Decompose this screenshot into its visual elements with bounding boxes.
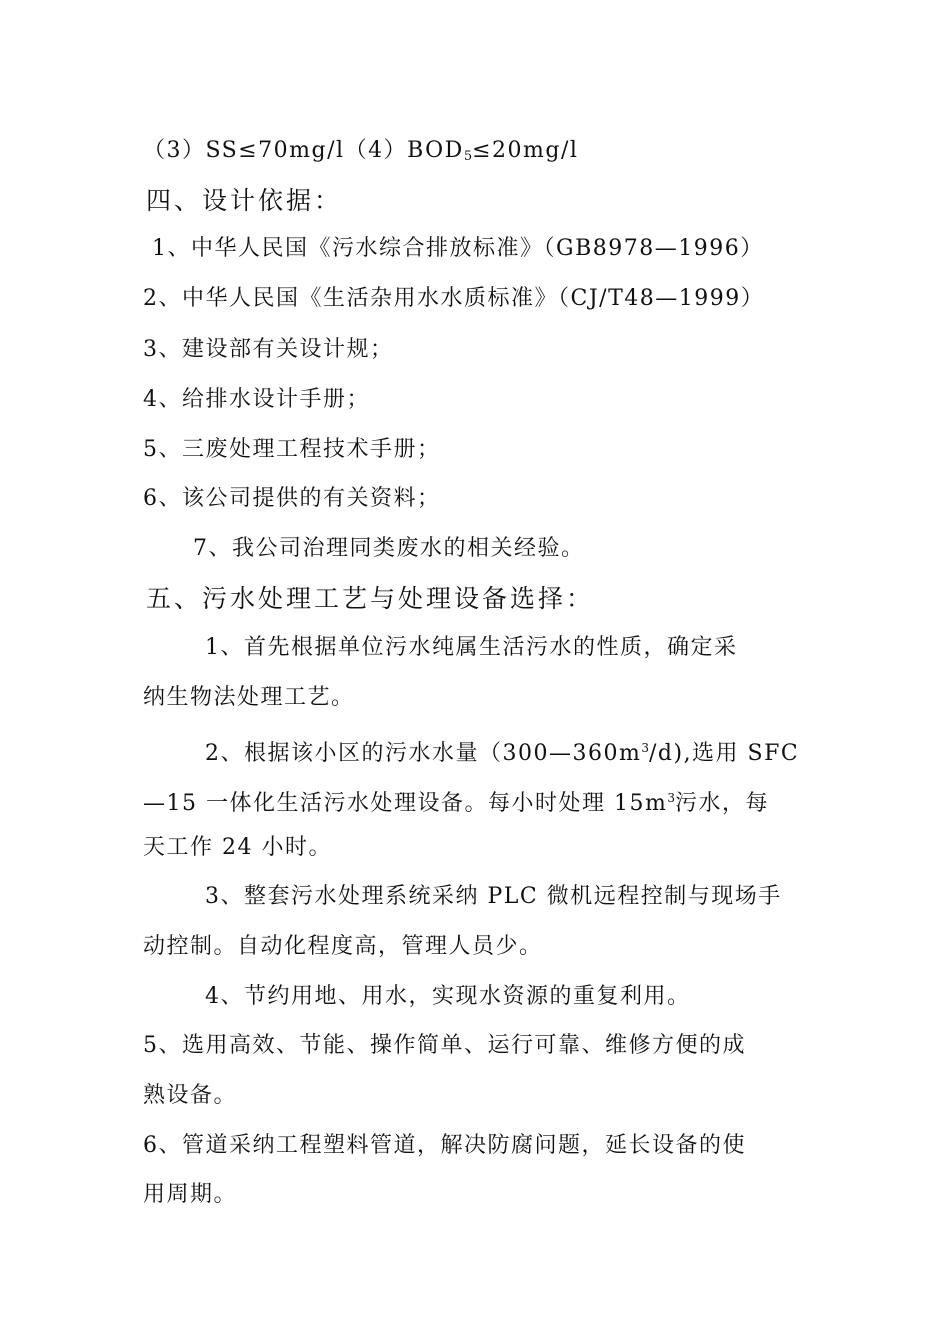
process-paragraph-5-line-1: 5、选用高效、节能、操作简单、运行可靠、维修方便的成	[143, 1033, 746, 1058]
process-paragraph-4-line-1: 4、节约用地、用水，实现水资源的重复利用。	[205, 984, 691, 1009]
design-basis-item-5: 5、三废处理工程技术手册；	[143, 437, 441, 462]
process-paragraph-5-line-2: 熟设备。	[143, 1083, 238, 1108]
design-basis-item-6: 6、该公司提供的有关资料；	[143, 486, 441, 511]
process-paragraph-6-line-2: 用周期。	[143, 1182, 238, 1207]
process-paragraph-2-line-1: 2、根据该小区的污水水量$(300—360m^3/d)$,选用 SFC	[205, 741, 800, 766]
design-basis-item-3: 3、建设部有关设计规；	[143, 337, 394, 362]
design-basis-item-4: 4、给排水设计手册；	[143, 387, 370, 412]
section-heading-design-basis: 四、设计依据：	[146, 186, 343, 215]
process-paragraph-3-line-1: 3、整套污水处理系统采纳 PLC 微机远程控制与现场手	[205, 884, 782, 909]
design-basis-item-1: 1、中华人民国《污水综合排放标准》（GB8978—1996）	[152, 236, 764, 261]
design-basis-item-7: 7、我公司治理同类废水的相关经验。	[193, 536, 585, 561]
section-heading-process-selection: 五、污水处理工艺与处理设备选择：	[146, 584, 595, 613]
bod-standard: $(4)BOD_5\le 20mg/l$	[344, 138, 579, 164]
effluent-standards-line	[143, 136, 578, 172]
process-paragraph-2-line-2: —15 一体化生活污水处理设备。每小时处理 $15m^3$污水，每	[143, 791, 769, 816]
ss-standard: （3）SS≤70mg/l	[143, 138, 345, 163]
process-paragraph-1-line-2: 纳生物法处理工艺。	[143, 685, 355, 710]
process-paragraph-3-line-2: 动控制。自动化程度高，管理人员少。	[143, 934, 543, 959]
process-paragraph-6-line-1: 6、管道采纳工程塑料管道，解决防腐问题，延长设备的使	[143, 1133, 746, 1158]
design-basis-item-2: 2、中华人民国《生活杂用水水质标准》（CJ/T48—1999）	[143, 286, 765, 311]
process-paragraph-2-line-3: 天工作 24 小时。	[143, 835, 332, 860]
process-paragraph-1-line-1: 1、首先根据单位污水纯属生活污水的性质，确定采	[205, 635, 738, 660]
